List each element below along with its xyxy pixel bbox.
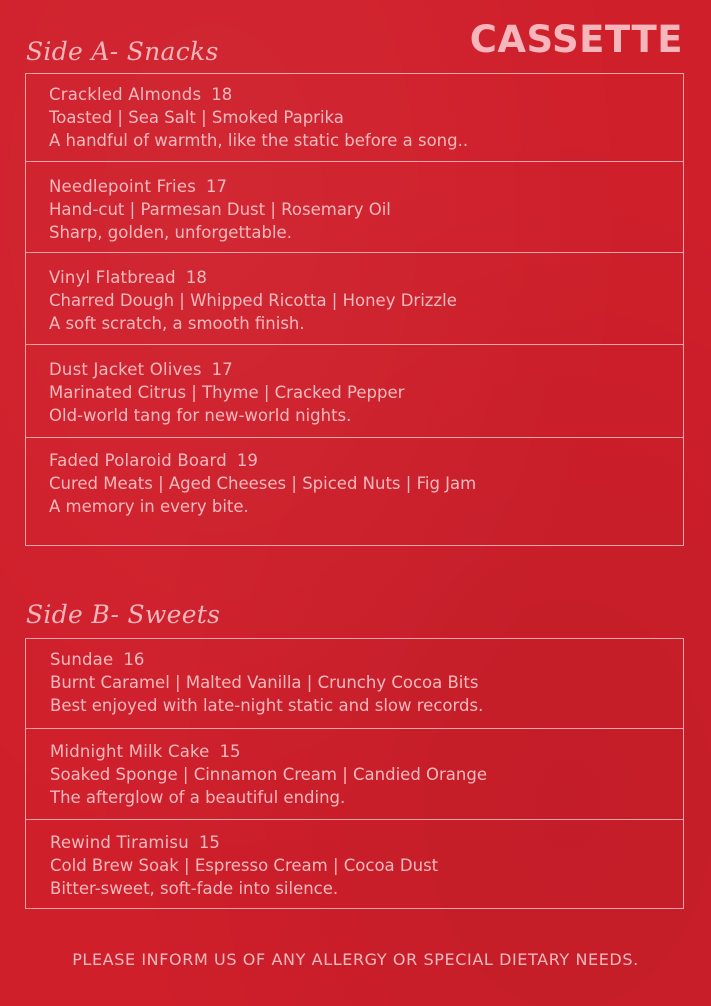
item-description: A soft scratch, a smooth finish. (49, 314, 305, 333)
item-name: Dust Jacket Olives (49, 360, 202, 379)
item-ingredients: Toasted | Sea Salt | Smoked Paprika (49, 108, 344, 127)
menu-item (26, 819, 683, 900)
item-price: 16 (123, 650, 145, 669)
menu-item (26, 648, 683, 717)
allergy-notice: PLEASE INFORM US OF ANY ALLERGY OR SPECIAL DIETARY NEEDS. (72, 950, 639, 969)
item-ingredients: Cured Meats | Aged Cheeses | Spiced Nuts | Fig Jam (49, 474, 477, 493)
item-name: Vinyl Flatbread (49, 268, 176, 287)
item-price: 18 (185, 268, 207, 287)
brand-logo: CASSETTE (469, 18, 683, 61)
item-ingredients: Burnt Caramel | Malted Vanilla | Crunchy Cocoa Bits (50, 673, 479, 692)
item-name: Midnight Milk Cake (50, 742, 210, 761)
item-price: 15 (219, 742, 241, 761)
section-title-snacks: Side A- Snacks (26, 37, 219, 66)
sweets-box (25, 638, 684, 909)
section-title-sweets: Side B- Sweets (26, 600, 221, 629)
item-ingredients: Charred Dough | Whipped Ricotta | Honey Drizzle (49, 291, 457, 310)
item-description: Best enjoyed with late-night static and slow records. (50, 696, 484, 715)
menu-item (26, 252, 683, 335)
item-ingredients: Hand-cut | Parmesan Dust | Rosemary Oil (49, 200, 391, 219)
menu-item (26, 344, 683, 427)
item-name: Crackled Almonds (49, 85, 202, 104)
menu-item (26, 161, 683, 244)
item-price: 19 (236, 451, 258, 470)
item-name: Rewind Tiramisu (50, 833, 189, 852)
item-price: 17 (211, 360, 233, 379)
item-description: Sharp, golden, unforgettable. (49, 223, 292, 242)
item-price: 17 (206, 177, 227, 196)
item-price: 18 (211, 85, 233, 104)
snacks-box (25, 73, 684, 546)
item-price: 15 (198, 833, 220, 852)
menu-item (26, 728, 683, 809)
item-name: Needlepoint Fries (49, 177, 196, 196)
item-description: Bitter-sweet, soft-fade into silence. (50, 879, 339, 898)
item-description: Old-world tang for new-world nights. (49, 406, 352, 425)
item-name: Faded Polaroid Board (49, 451, 227, 470)
item-ingredients: Marinated Citrus | Thyme | Cracked Pepper (49, 383, 405, 402)
item-description: A handful of warmth, like the static before a song.. (49, 131, 469, 150)
menu-item (26, 83, 683, 152)
item-description: A memory in every bite. (49, 497, 249, 516)
item-name: Sundae (50, 650, 114, 669)
item-ingredients: Cold Brew Soak | Espresso Cream | Cocoa Dust (50, 856, 439, 875)
item-description: The afterglow of a beautiful ending. (50, 788, 346, 807)
menu-item (26, 437, 683, 518)
item-ingredients: Soaked Sponge | Cinnamon Cream | Candied Orange (50, 765, 488, 784)
